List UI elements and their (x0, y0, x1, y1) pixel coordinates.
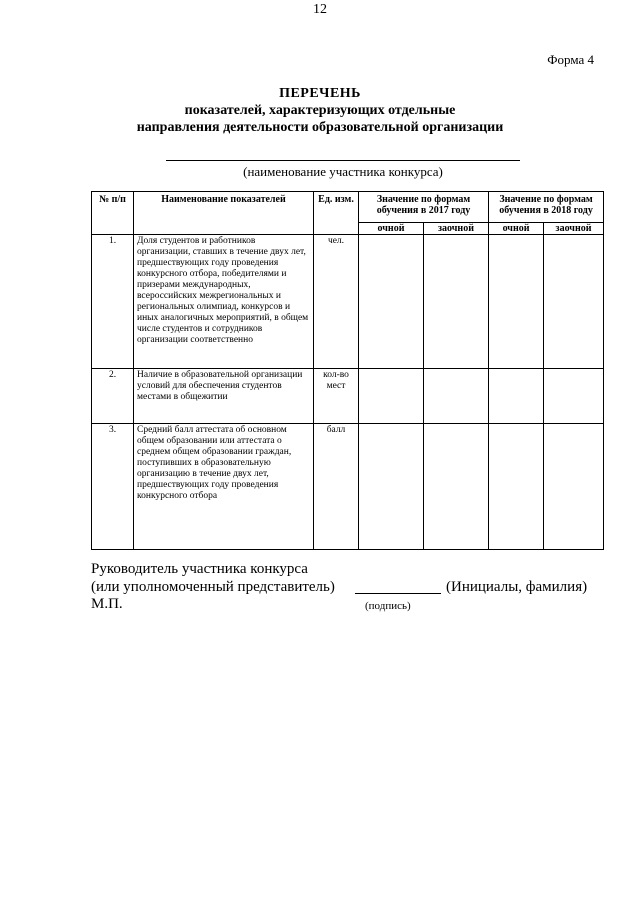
cell-2018-part-time[interactable] (544, 369, 604, 424)
header-2018: Значение по формам обучения в 2018 году (489, 192, 604, 223)
table-row (92, 369, 604, 424)
header-num: № п/п (92, 192, 134, 235)
cell-2018-part-time[interactable] (544, 235, 604, 369)
page-number: 12 (313, 2, 327, 17)
table-row (92, 424, 604, 550)
stamp-label: М.П. (91, 596, 123, 612)
cell-2018-full-time[interactable] (489, 424, 544, 550)
row-indicator-name: Доля студентов и работников организации, ставших в течение двух лет, предшествующих году проведения конкурсного отбора, победителями и призерами международных, всероссийских межрегиональных и региональных олимпиад, конкурсов и иных аналогичных мероприятий, в общем числе студентов и сотрудников организации соответственно (134, 235, 314, 369)
header-2017-full-time: очной (359, 223, 424, 235)
document-title: ПЕРЕЧЕНЬ (279, 86, 361, 101)
cell-2018-part-time[interactable] (544, 424, 604, 550)
header-name: Наименование показателей (134, 192, 314, 235)
document-subtitle-line-1: показателей, характеризующих отдельные (184, 103, 456, 118)
cell-2017-part-time[interactable] (424, 369, 489, 424)
row-unit: кол-во мест (314, 369, 359, 424)
form-label: Форма 4 (547, 52, 594, 67)
header-2018-full-time: очной (489, 223, 544, 235)
table-row (92, 235, 604, 369)
cell-2017-full-time[interactable] (359, 235, 424, 369)
cell-2018-full-time[interactable] (489, 235, 544, 369)
participant-name-blank[interactable] (166, 160, 520, 161)
row-indicator-name: Средний балл аттестата об основном общем образовании или аттестата о среднем общем образовании граждан, поступивших в образовательную организацию в течение двух лет, предшествующих году проведения конкурсного отбора (134, 424, 314, 550)
header-unit: Ед. изм. (314, 192, 359, 235)
row-num: 1. (92, 235, 134, 369)
row-num: 3. (92, 424, 134, 550)
row-indicator-name: Наличие в образовательной организации условий для обеспечения студентов местами в общежитии (134, 369, 314, 424)
cell-2017-full-time[interactable] (359, 369, 424, 424)
cell-2017-full-time[interactable] (359, 424, 424, 550)
document-subtitle-line-2: направления деятельности образовательной организации (136, 120, 504, 135)
header-2017-part-time: заочной (424, 223, 489, 235)
initials-surname-caption: (Инициалы, фамилия) (446, 579, 588, 595)
signatory-title: Руководитель участника конкурса (91, 561, 308, 577)
signature-blank[interactable] (355, 593, 441, 594)
header-2018-part-time: заочной (544, 223, 604, 235)
participant-caption: (наименование участника конкурса) (243, 164, 443, 179)
cell-2018-full-time[interactable] (489, 369, 544, 424)
cell-2017-part-time[interactable] (424, 424, 489, 550)
row-num: 2. (92, 369, 134, 424)
header-2017: Значение по формам обучения в 2017 году (359, 192, 489, 223)
row-unit: балл (314, 424, 359, 550)
cell-2017-part-time[interactable] (424, 235, 489, 369)
row-unit: чел. (314, 235, 359, 369)
indicators-table (91, 191, 604, 550)
signatory-representative: (или уполномоченный представитель) (91, 579, 335, 595)
signature-caption: (подпись) (365, 600, 411, 612)
